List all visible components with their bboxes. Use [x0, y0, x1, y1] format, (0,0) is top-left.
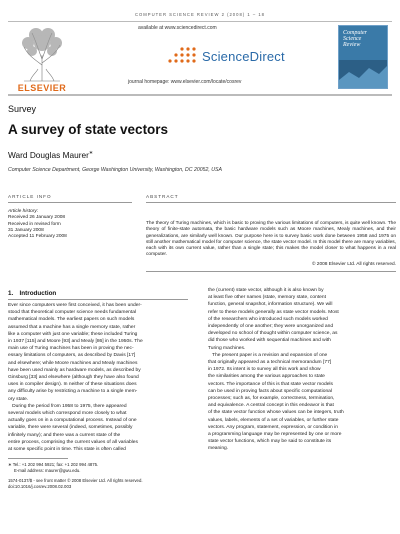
author-name — [8, 150, 93, 160]
divider — [8, 299, 188, 300]
sciencedirect-wordmark: ScienceDirect — [202, 49, 285, 64]
sciencedirect-logo — [158, 43, 298, 73]
footnote-contact: ∗ Tel.: +1 202 994 5921; fax: +1 202 994 4875. — [8, 462, 99, 467]
text-line: of the researchers who introduced such models worked — [208, 316, 328, 322]
text-line: several models which correspond more closely to what — [8, 411, 127, 417]
text-line: state vector functions, which may be said to constitute its — [208, 439, 332, 445]
abstract-copyright: © 2008 Elsevier Ltd. All rights reserved. — [311, 262, 396, 267]
text-line: processes; such as, for example, correctness, termination, — [208, 396, 335, 402]
text-line: values, labels, elements of a set of variables, or further state — [208, 417, 339, 423]
journal-homepage-link[interactable]: journal homepage: www.elsevier.com/locate/cosrev — [128, 79, 242, 85]
text-line: independently of one another; they were unorganized and — [208, 324, 334, 330]
cover-title-line: Science — [343, 36, 362, 42]
text-line: uses in compiler design). In neither of these situations does — [8, 382, 137, 388]
cover-title-line: Computer — [343, 30, 367, 36]
intro-left-column — [8, 302, 193, 453]
article-title: A survey of state vectors — [8, 122, 169, 137]
text-line: refer to these models generally as state vector models. Most — [208, 309, 339, 315]
front-matter-info — [8, 478, 308, 490]
text-line: Turing machines. — [208, 345, 246, 351]
section-heading-introduction: 1. Introduction — [8, 290, 57, 297]
article-type-label: Survey — [8, 104, 37, 114]
article-history — [8, 209, 138, 240]
article-history-label: Article history: — [8, 209, 39, 214]
abstract-header: ABSTRACT — [146, 194, 179, 199]
text-line: any difficulty arise by restricting a machine to a single mem- — [8, 389, 138, 395]
divider — [8, 202, 132, 203]
text-line: infinitely many); and there was a current state of the — [8, 432, 121, 438]
text-line: developed no school of thought within computer science, as — [208, 331, 338, 337]
abstract-text: The theory of Turing machines, which is basic to proving the various limitations of computers, is quite well known. The theory of finite-state automata, the basic hardware models such as Moore machines, Mealy machines, and their generalizations, are similarly well known. Our purpose here is to survey basic work done between 1958 and 1975 on still another mathematical model for computer science, the state vector model. In this model there are many variables, each with its own current value, rather than a single state; this makes the model closer to what happens in a real computer. — [146, 221, 396, 258]
sciencedirect-dots-icon — [158, 45, 198, 67]
text-line: variable, there were several (indeed, sometimes, possibly — [8, 425, 133, 431]
text-line: did those who worked with sequential machines and with — [208, 338, 331, 344]
text-line: vectors. The importance of this is that state vector models — [208, 381, 333, 387]
divider — [146, 271, 396, 272]
text-line: like a computer with just one variable; these included Turing — [8, 331, 138, 337]
text-line: The present paper is a revision and expansion of one — [208, 352, 328, 358]
footnote-divider — [8, 458, 68, 459]
footnote-email[interactable]: E-mail address: maurer@gwu.edu. — [14, 468, 81, 473]
availability-link[interactable]: available at www.sciencedirect.com — [138, 25, 217, 31]
text-line: and elsewhere; while Moore machines and Mealy machines — [8, 360, 138, 366]
author-footnote — [8, 462, 198, 474]
text-line: a programming language may be represented by one or more — [208, 432, 342, 438]
journal-citation-line: COMPUTER SCIENCE REVIEW 2 (2008) 1 – 18 — [135, 12, 265, 17]
issn-copyright: 1574-0137/$ - see front matter © 2008 Elsevier Ltd. All rights reserved. — [8, 478, 143, 483]
author-footnote-mark[interactable]: ∗ — [88, 150, 94, 157]
text-line: meaning. — [208, 446, 229, 452]
text-line: mathematical models. The earliest papers on such models — [8, 317, 135, 323]
text-line: Ever since computers were first conceived, it has been under- — [8, 303, 142, 308]
elsevier-tree-logo — [14, 25, 70, 83]
text-line: assumed that a machine has a single memory state, rather — [8, 324, 136, 330]
text-line: main use of Turing machines has been in proving the nec- — [8, 346, 134, 352]
text-line: that originally appeared as a technical memorandum [77] — [208, 360, 332, 366]
text-line: can be used in proving facts about specific computational — [208, 388, 332, 394]
text-line: actually goes on in a computational process. Instead of one — [8, 418, 137, 424]
text-line: stood that theoretical computer science needs fundamental — [8, 310, 137, 316]
intro-right-column — [208, 287, 394, 453]
history-date: Received 26 January 2008 — [8, 215, 66, 221]
text-line: and equivalence. A central concept in this endeavor is that — [208, 403, 334, 409]
text-line: ory state. — [8, 396, 29, 402]
article-info-header: ARTICLE INFO — [8, 194, 52, 199]
doi-link[interactable]: doi:10.1016/j.cosrev.2008.02.003 — [8, 484, 72, 489]
text-line: Ginsburg [33] and elsewhere (although they have also found — [8, 375, 139, 381]
text-line: in 1972. Its intent is to survey all this work and show — [208, 367, 321, 373]
author-affiliation: Computer Science Department, George Washington University, Washington, DC 20052, USA — [8, 167, 222, 173]
text-line: at least five other names (state, memory state, content — [208, 295, 326, 301]
text-line: have been used mainly as hardware models, as described by — [8, 367, 141, 373]
text-line: the (current) state vector, although it is also known by — [208, 288, 324, 293]
text-line: entire process, comprising the current values of all variables — [8, 439, 138, 445]
journal-cover-thumbnail — [338, 25, 388, 89]
text-line: essary limitations of computers, as described by Davis [17] — [8, 353, 136, 359]
text-line: vectors. Any program, statement, expression, or condition in — [208, 424, 338, 430]
history-date: 31 January 2008 — [8, 227, 44, 233]
text-line: function, general snapshot, information structure). We will — [208, 302, 333, 308]
cover-graphic — [339, 60, 387, 88]
text-line: of the state vector function whose values can be integers, truth — [208, 410, 344, 416]
journal-banner — [8, 21, 392, 93]
cover-title-line: Review — [343, 42, 361, 48]
author-name-text: Ward Douglas Maurer — [8, 150, 89, 160]
text-line: During the period from 1958 to 1975, there appeared — [8, 403, 127, 409]
history-date: Accepted 11 February 2008 — [8, 234, 67, 240]
divider — [146, 202, 396, 203]
text-line: the similarities among the various approaches to state — [208, 374, 325, 380]
elsevier-wordmark: ELSEVIER — [17, 83, 67, 93]
history-date: Received in revised form — [8, 221, 61, 227]
text-line: at some specific point in time. This state is often called — [8, 447, 126, 453]
text-line: in 1937 [115] and Moore [93] and Mealy [86] in the 1950s. The — [8, 339, 143, 345]
